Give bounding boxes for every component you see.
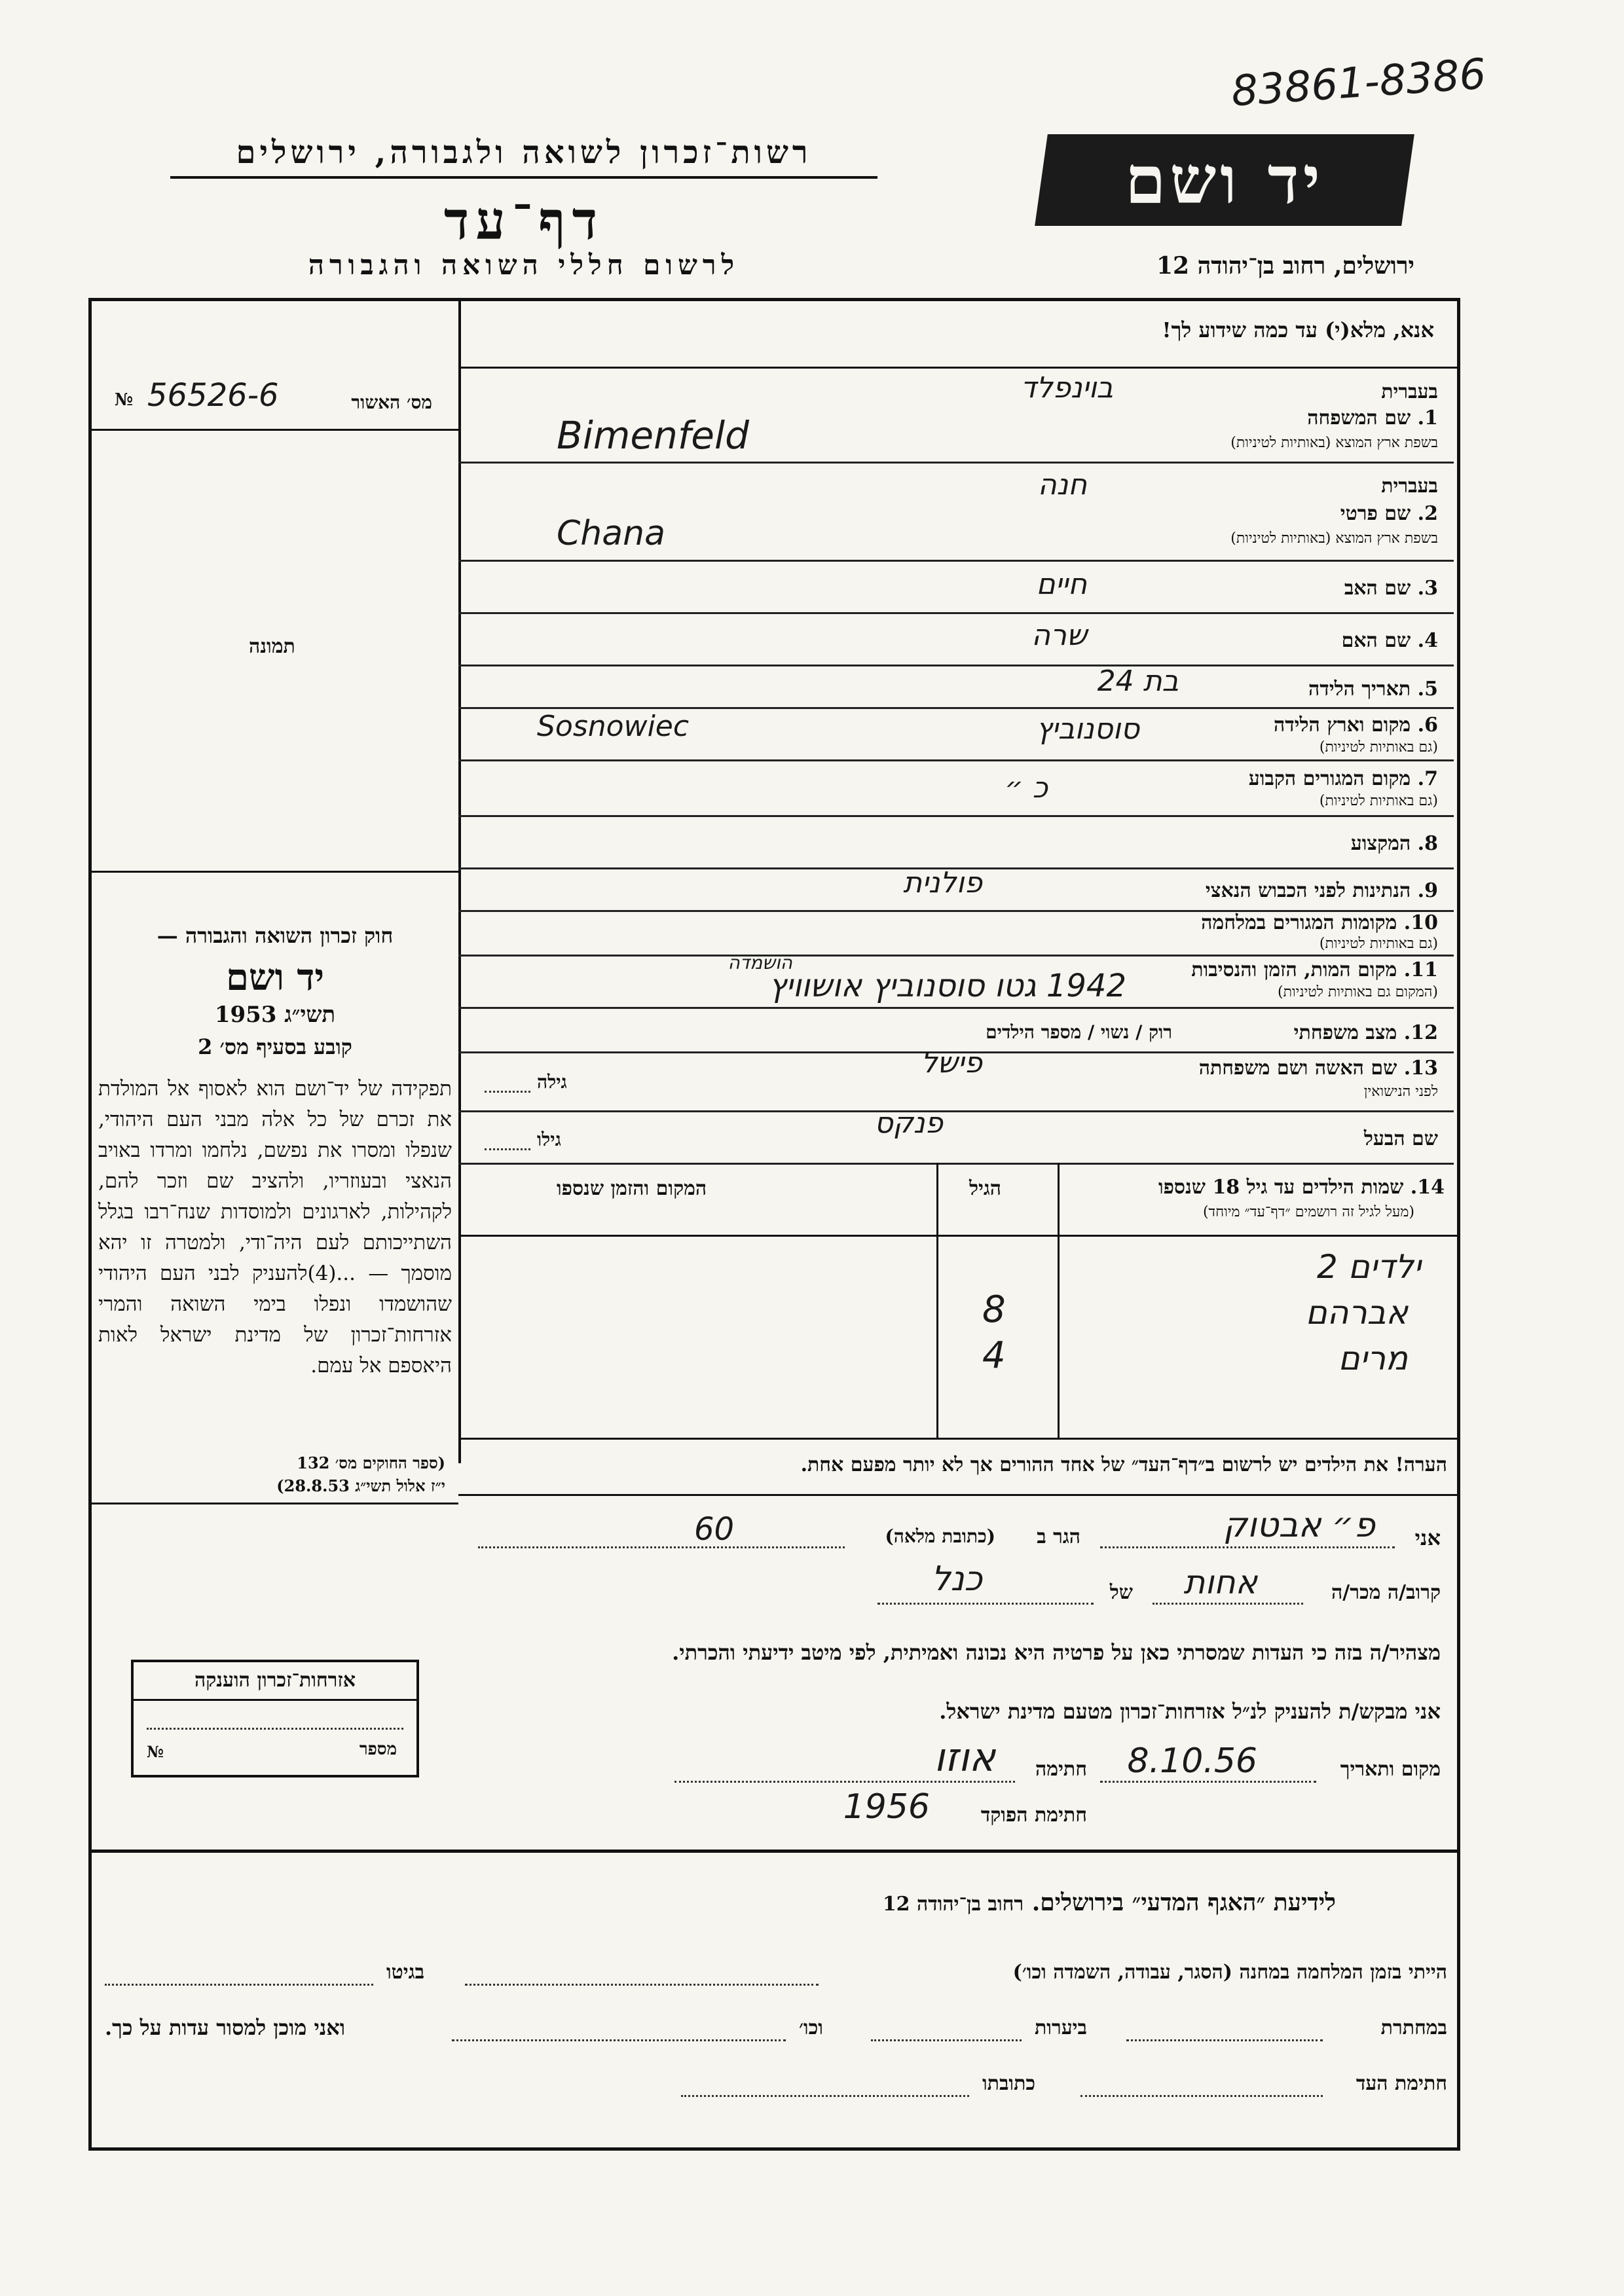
field-6-value-heb: סוסנוביץ [1036, 712, 1139, 746]
authority-name: רשות־זכרון לשואה ולגבורה, ירושלים [170, 134, 877, 179]
etc-label: וכו׳ [799, 2016, 823, 2039]
field-13-sub: לפני הנישואין [1363, 1084, 1438, 1100]
yad-vashem-logo [1035, 134, 1414, 226]
law-source: (ספר החוקים מס׳ 132 [297, 1453, 445, 1472]
children-table [458, 1163, 1460, 1440]
address-label: (כתובת מלאה) [885, 1525, 995, 1547]
field-11-sub: (המקום גם באותיות לטיניות) [1278, 984, 1438, 1000]
field-6-sub: (גם באותיות לטיניות) [1319, 739, 1438, 756]
row-father-name [458, 560, 1454, 614]
etc-line [452, 2039, 786, 2041]
husband-label: שם הבעל [1363, 1127, 1438, 1150]
row-family-name [458, 369, 1454, 464]
field-9-value: פולנית [903, 866, 982, 900]
field-5-value: בת 24 [1097, 665, 1179, 698]
official-sig-value: 1956 [843, 1787, 930, 1827]
place-date-label: מקום ותאריך [1340, 1758, 1441, 1781]
child-age: 8 [982, 1288, 1006, 1331]
row-profession [458, 815, 1454, 869]
row-wartime-places [458, 910, 1454, 957]
field-3-label: 3. שם האב [1344, 577, 1438, 600]
citizenship-box [131, 1660, 419, 1777]
underground-line [1126, 2039, 1323, 2041]
witness-sig-label: חתימת העד [1356, 2072, 1447, 2095]
witness-address-label: כתובתו [982, 2072, 1036, 2095]
husband-age-line [485, 1148, 530, 1150]
field-8-label: 8. המקצוע [1350, 832, 1438, 855]
ghetto-label: בגיטו [386, 1961, 425, 1984]
wife-age-line [485, 1091, 530, 1093]
field-1-heb-tag: בעברית [1381, 380, 1438, 403]
declarant-section [458, 1506, 1454, 1833]
cert-number-box [88, 367, 458, 431]
law-year: תשי״ג 1953 [214, 1002, 336, 1028]
file-number: 83861-8386 [1229, 50, 1488, 117]
cert-no-symbol: № [115, 390, 134, 410]
info-separator [88, 1850, 1460, 1853]
info-heading: לידיעת ״האגף המדעי״ בירושלים. רחוב בן־יהודה 12 [882, 1889, 1336, 1916]
field-1-value-lat: Bimenfeld [557, 413, 749, 458]
of-label: של [1109, 1581, 1133, 1604]
citizenship-number-label: מספר [359, 1740, 397, 1759]
field-2-value-lat: Chana [557, 514, 665, 553]
org-address: ירושלים, רחוב בן־יהודה 12 [1156, 252, 1414, 280]
place-date-line [1100, 1781, 1316, 1783]
declarant-name-line [1100, 1546, 1395, 1548]
field-4-label: 4. שם האם [1341, 629, 1438, 652]
row-death [458, 952, 1454, 1009]
field-4-value: שרה [1031, 619, 1087, 652]
children-header: 14. שמות הילדים עד גיל 18 שנספו [1158, 1176, 1445, 1199]
place-date-value: 8.10.56 [1127, 1741, 1257, 1781]
form-title: דף־עד [443, 190, 604, 251]
note-rule [458, 1494, 1460, 1496]
field-10-sub: (גם באותיות לטיניות) [1319, 936, 1438, 952]
field-12-label: 12. מצב משפחתי [1293, 1021, 1438, 1044]
row-first-name [458, 462, 1454, 562]
field-1-sub: בשפת ארץ המוצא (באותיות לטיניות) [1230, 435, 1438, 451]
law-clause: קובע בסעיף מס׳ 2 [198, 1034, 352, 1059]
field-2-value-heb: חנה [1037, 468, 1087, 501]
row-citizenship [458, 867, 1454, 912]
field-1-label: 1. שם המשפחה [1307, 407, 1438, 429]
witness-sig-line [1080, 2095, 1323, 2097]
row-husband-name [458, 1106, 1454, 1165]
address-value: 60 [694, 1511, 735, 1548]
child-name: מרים [1338, 1339, 1408, 1377]
field-11-value: 1942 גטו סוסנוביץ אושוויץ [769, 968, 1126, 1004]
signature-label: חתימה [1035, 1758, 1087, 1781]
photo-label: תמונה [249, 635, 295, 658]
row-birth-date [458, 665, 1454, 709]
field-13-label: 13. שם האשה ושם משפחתה [1198, 1057, 1438, 1080]
row-residence [458, 759, 1454, 817]
witness-address-line [681, 2095, 969, 2097]
of-line [877, 1603, 1094, 1605]
husband-age-label: גילו [537, 1129, 561, 1150]
row-wife-name [458, 1046, 1454, 1112]
field-13-value: פישל [921, 1046, 982, 1080]
info-line-1: הייתי בזמן המלחמה במחנה (הסגר, עבודה, השמדה וכו׳) [1012, 1961, 1447, 1984]
of-value: כנל [931, 1559, 982, 1599]
child-name: אברהם [1305, 1294, 1408, 1332]
forests-line [871, 2039, 1022, 2041]
wife-age-label: גילה [537, 1071, 567, 1093]
field-2-sub: בשפת ארץ המוצא (באותיות לטיניות) [1230, 530, 1438, 547]
camp-line [465, 1984, 819, 1986]
lives-label: הגר ב [1037, 1525, 1080, 1548]
instruction-text: אנא, מלא(י) עד כמה שידוע לך! [1162, 318, 1434, 342]
field-1-value-heb: בוינפלד [1020, 371, 1113, 405]
ghetto-line [105, 1984, 373, 1986]
field-2-label: 2. שם פרטי [1340, 502, 1438, 525]
declarant-name: פ״ אבטוק [1223, 1506, 1375, 1545]
signature-line [674, 1781, 1015, 1783]
field-7-label: 7. מקום המגורים הקבוע [1248, 767, 1438, 790]
photo-area-rule [88, 871, 458, 873]
row-mother-name [458, 612, 1454, 666]
law-box-bottom [88, 1503, 458, 1504]
children-subheader: (מעל לגיל זה רושמים ״דף־עד״ מיוחד) [1202, 1204, 1414, 1220]
underground-label: במחתרת [1380, 2016, 1447, 2039]
relation-line [1153, 1603, 1303, 1605]
official-sig-label: חתימת הפוקד [980, 1804, 1087, 1827]
field-6-label: 6. מקום וארץ הלידה [1273, 714, 1438, 737]
ready-text: ואני מוכן למסור עדות על כך. [105, 2015, 346, 2040]
law-source-date: י״ז אלול תשי״ג 28.8.53) [276, 1476, 445, 1495]
signature-value: אוזו [934, 1735, 995, 1781]
field-10-label: 10. מקומות המגורים במלחמה [1201, 911, 1438, 934]
form-subtitle: לרשום חללי השואה והגבורה [308, 249, 740, 281]
declare-text: מצהיר/ה בזה כי העדות שמסרתי כאן על פרטיה היא נכונה ואמיתית, לפי מיטב ידיעתי והכרתי. [672, 1640, 1441, 1665]
field-12-options: רוק / נשוי / מספר הילדים [986, 1021, 1172, 1043]
logo-text: יד ושם [1125, 141, 1324, 219]
child-name: ילדים 2 [1317, 1248, 1421, 1286]
field-7-value: כ ״ [1005, 771, 1048, 805]
forests-label: ביערות [1035, 2016, 1088, 2039]
relation-value: אחות [1183, 1563, 1257, 1601]
children-col-divider-1 [936, 1163, 938, 1438]
row-birth-place [458, 707, 1454, 761]
children-age-header: הגיל [969, 1177, 1002, 1200]
law-name: יד ושם [225, 956, 325, 999]
child-age: 4 [982, 1334, 1006, 1377]
field-2-heb-tag: בעברית [1381, 475, 1438, 498]
law-body: תפקידה של יד־ושם הוא לאסוף אל המולדת את זכרם של כל אלה מבני העם היהודי, שנפלו ומסרו את נפשם, נלחמו ומרדו באויב הנאצי ובעוזריו, ולהציב שם וזכר להם, לקהילות, לארגונים ולמוסדות שנח־רבו בגלל השתייכותם לעם היה־ודי, ולמטרה זו יהא מוסמך — ...(4)להעניק לבני העם היהודי שהושמדו ונפלו בימי השואה והמרי אזרחות־זכרון של מדינת ישראל לאות היאספם אל עמם. [98, 1077, 452, 1377]
field-11-label: 11. מקום המות, הזמן והנסיבות [1191, 958, 1438, 981]
husband-value: פנקס [874, 1106, 943, 1140]
field-5-label: 5. תאריך הלידה [1308, 678, 1438, 701]
request-text: אני מבקש/ת להעניק לנ״ל אזרחות־זכרון מטעם מדינת ישראל. [939, 1699, 1441, 1724]
declarant-i-label: אני [1414, 1525, 1441, 1550]
children-col-divider-2 [1058, 1163, 1060, 1438]
cert-number-value: 56526-6 [147, 377, 279, 414]
field-7-sub: (גם באותיות לטיניות) [1319, 793, 1438, 809]
field-11-note: הושמדה [728, 952, 792, 974]
children-note: הערה! את הילדים יש לרשום ב״דף־העד״ של אחד ההורים אך לא יותר מפעם אחת. [800, 1453, 1447, 1476]
law-title: חוק זכרון השואה והגבורה — [157, 923, 394, 948]
citizenship-no-symbol: № [147, 1742, 164, 1761]
field-6-value-lat: Sosnowiec [537, 710, 690, 743]
relative-label: קרוב/ה מכר/ה [1331, 1581, 1441, 1604]
cert-label: מס׳ האשור [351, 392, 432, 413]
children-place-header: המקום והזמן שנספו [557, 1177, 707, 1200]
field-9-label: 9. הנתינות לפני הכבוש הנאצי [1205, 879, 1438, 902]
citizenship-box-title: אזרחות־זכרון הוענקה [134, 1662, 416, 1701]
citizenship-box-line [147, 1728, 403, 1730]
address-line [478, 1546, 845, 1548]
field-3-value: חיים [1036, 568, 1087, 601]
